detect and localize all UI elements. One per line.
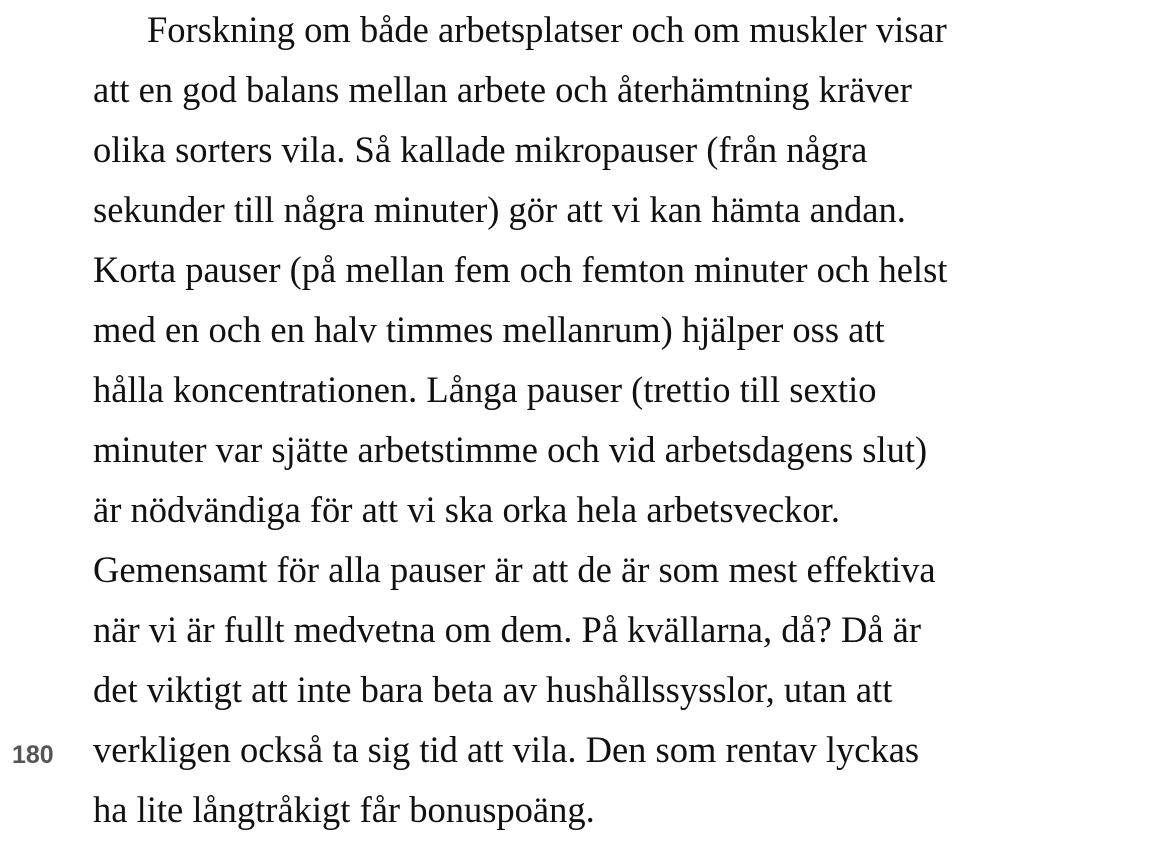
text-line: med en och en halv timmes mellanrum) hjälper oss att <box>93 309 885 350</box>
text-line: Gemensamt för alla pauser är att de är som mest effektiva <box>93 549 936 590</box>
text-line: ha lite långtråkigt får bonuspoäng. <box>93 789 595 830</box>
page-number: 180 <box>12 741 54 769</box>
text-line: det viktigt att inte bara beta av hushållssysslor, utan att <box>93 669 893 710</box>
text-line: Forskning om både arbetsplatser och om muskler visar <box>147 9 947 50</box>
text-line: minuter var sjätte arbetstimme och vid arbetsdagens slut) <box>93 429 928 470</box>
text-line: när vi är fullt medvetna om dem. På kvällarna, då? Då är <box>93 609 922 650</box>
text-line: är nödvändiga för att vi ska orka hela arbetsveckor. <box>93 489 840 530</box>
text-line: olika sorters vila. Så kallade mikropauser (från några <box>93 129 868 170</box>
text-line: Korta pauser (på mellan fem och femton minuter och helst <box>93 249 948 290</box>
text-line: hålla koncentrationen. Långa pauser (trettio till sextio <box>93 369 877 410</box>
text-line: att en god balans mellan arbete och återhämtning kräver <box>93 69 912 110</box>
text-line: sekunder till några minuter) gör att vi kan hämta andan. <box>93 189 906 230</box>
text-line: verkligen också ta sig tid att vila. Den som rentav lyckas <box>93 729 920 770</box>
